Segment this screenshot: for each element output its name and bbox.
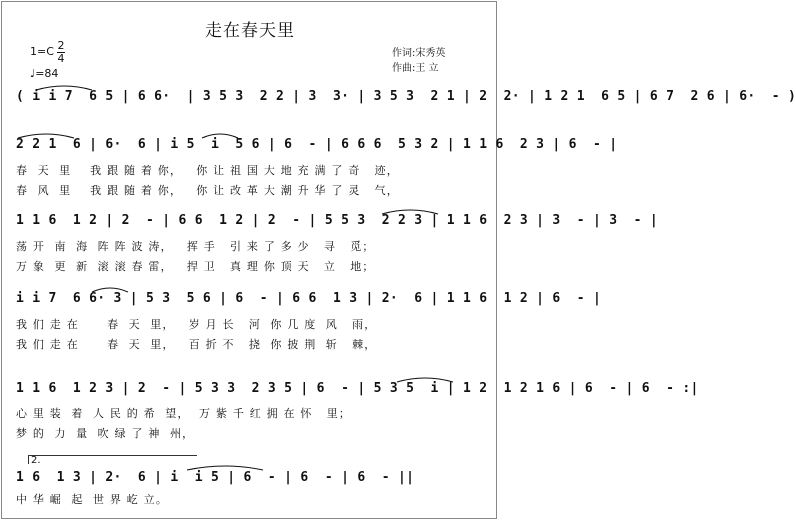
slur-mark <box>90 284 130 294</box>
tie-mark <box>185 462 265 472</box>
lyric-verse-2: 梦 的 力 量 吹 绿 了 神 州， <box>16 427 195 440</box>
key-signature: 1=C <box>30 45 54 58</box>
lyric-verse-2: 春 风 里 我 跟 随 着 你， 你 让 改 革 大 潮 升 华 了 灵 气， <box>16 184 400 197</box>
second-ending-number: 2. <box>31 455 41 466</box>
slur-mark <box>395 374 455 384</box>
slur-mark <box>200 130 240 140</box>
notation-line-5: 1 1 6 1 2 3 | 2 - | 5 3 3 2 3 5 | 6 - | 5 3 5 i | 1 2 1 2 1 6 | 6 - | 6 - :| <box>16 381 699 396</box>
lyric-verse-1: 我 们 走 在 春 天 里， 岁 月 长 河 你 几 度 风 雨， <box>16 318 377 331</box>
lyric-verse-1: 中 华 崛 起 世 界 屹 立。 <box>16 493 169 506</box>
slur-mark <box>16 130 76 140</box>
notation-line-3: 1 1 6 1 2 | 2 - | 6 6 1 2 | 2 - | 5 5 3 2 2 3 | 1 1 6 2 3 | 3 - | 3 - | <box>16 213 659 228</box>
composer-credit: 作曲:王 立 <box>392 63 439 74</box>
lyricist-credit: 作词:宋秀英 <box>392 48 446 59</box>
second-ending-bracket <box>28 455 197 464</box>
lyric-verse-1: 春 天 里 我 跟 随 着 你， 你 让 祖 国 大 地 充 满 了 奇 迹， <box>16 164 400 177</box>
notation-line-4: i i 7 6 6· 3 | 5 3 5 6 | 6 - | 6 6 1 3 | 2· 6 | 1 1 6 1 2 | 6 - | <box>16 291 602 306</box>
time-signature <box>57 40 65 65</box>
lyric-verse-2: 万 象 更 新 滚 滚 春 雷， 捍 卫 真 理 你 顶 天 立 地； <box>16 260 375 273</box>
time-denominator: 4 <box>57 52 65 65</box>
lyric-verse-1: 心 里 装 着 人 民 的 希 望， 万 紫 千 红 拥 在 怀 里； <box>16 407 352 420</box>
time-numerator: 2 <box>57 39 65 52</box>
notation-line-1: ( i i 7 6 5 | 6 6· | 3 5 3 2 2 | 3 3· | 3 5 3 2 1 | 2 2· | 1 2 1 6 5 | 6 7 2 6 | 6· - ) <box>16 89 796 104</box>
slur-mark <box>380 206 440 216</box>
song-title: 走在春天里 <box>205 21 295 41</box>
notation-line-2: 2 2 1 6 | 6· 6 | i 5 i 5 6 | 6 - | 6 6 6 5 3 2 | 1 1 6 2 3 | 6 - | <box>16 137 618 152</box>
tempo-marking: ♩=84 <box>30 67 59 80</box>
lyric-verse-1: 荡 开 南 海 阵 阵 波 涛， 挥 手 引 来 了 多 少 寻 觅； <box>16 240 375 253</box>
slur-mark <box>34 82 94 92</box>
lyric-verse-2: 我 们 走 在 春 天 里， 百 折 不 挠 你 披 荆 斩 棘， <box>16 338 377 351</box>
notation-line-6: 1 6 1 3 | 2· 6 | i i 5 | 6 - | 6 - | 6 - || <box>16 470 415 485</box>
